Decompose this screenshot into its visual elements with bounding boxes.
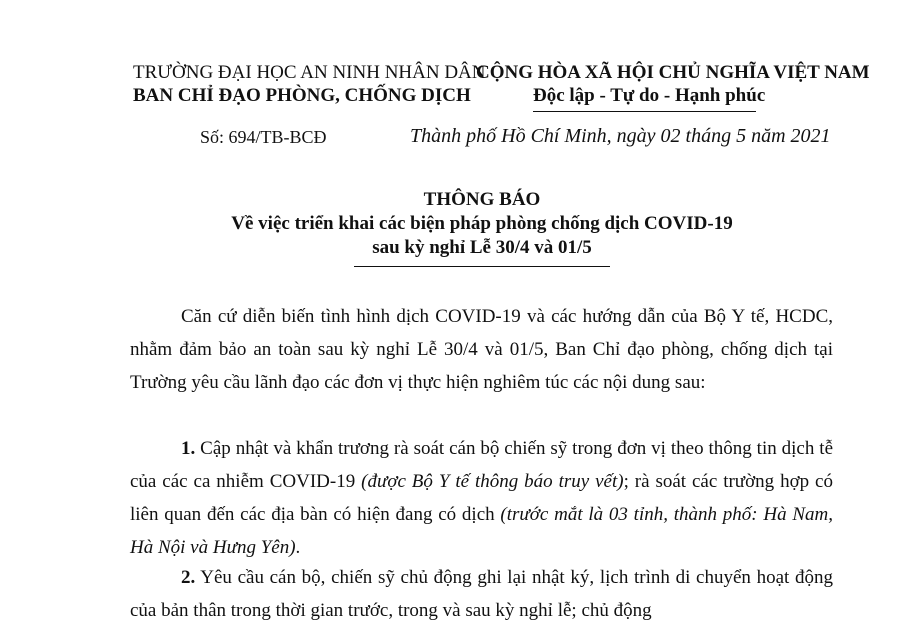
national-motto: Độc lập - Tự do - Hạnh phúc bbox=[533, 85, 766, 106]
item-1-text-a: Cập nhật và khẩn trương rà soát cán bộ chiến sỹ trong đơn vị theo thông tin dịch tễ của các ca nhiễm COVID-19 bbox=[130, 438, 833, 492]
item-1-number: 1. bbox=[181, 438, 196, 459]
item-1-text-c: . bbox=[295, 537, 301, 558]
intro-paragraph: Căn cứ diễn biến tình hình dịch COVID-19 và các hướng dẫn của Bộ Y tế, HCDC, nhằm đảm bảo an toàn sau kỳ nghỉ Lễ 30/4 và 01/5, Ban Chỉ đạo phòng, chống dịch tại Trường yêu cầu lãnh đạo các đơn vị thực hiện nghiêm túc các nội dung sau: bbox=[130, 306, 833, 393]
document-title: THÔNG BÁO bbox=[423, 189, 541, 210]
item-1-text-b: ; rà soát các trường hợp có liên quan đến các địa bàn có hiện đang có dịch bbox=[130, 471, 833, 525]
motto-underline bbox=[533, 111, 756, 112]
item-2-number: 2. bbox=[181, 567, 196, 588]
document-number: Số: 694/TB-BCĐ bbox=[200, 127, 327, 147]
item-1-paragraph bbox=[130, 432, 833, 564]
item-2-text: Yêu cầu cán bộ, chiến sỹ chủ động ghi lại nhật ký, lịch trình di chuyển hoạt động của bản thân trong thời gian trước, trong và sau kỳ nghỉ lễ; chủ động bbox=[130, 567, 833, 621]
country-name: CỘNG HÒA XÃ HỘI CHỦ NGHĨA VIỆT NAM bbox=[476, 62, 870, 83]
place-and-date: Thành phố Hồ Chí Minh, ngày 02 tháng 5 năm 2021 bbox=[410, 125, 831, 147]
item-2-paragraph bbox=[130, 561, 833, 627]
item-1-italic-b: (trước mắt là 03 tỉnh, thành phố: Hà Nam, Hà Nội và Hưng Yên) bbox=[130, 504, 833, 558]
item-1-italic-a: (được Bộ Y tế thông báo truy vết) bbox=[361, 471, 624, 492]
document-subject-line2: sau kỳ nghỉ Lễ 30/4 và 01/5 bbox=[372, 237, 592, 258]
document-subject-line1: Về việc triển khai các biện pháp phòng chống dịch COVID-19 bbox=[231, 213, 733, 234]
org-name-line1: TRƯỜNG ĐẠI HỌC AN NINH NHÂN DÂN bbox=[133, 62, 486, 83]
title-underline bbox=[354, 266, 610, 267]
org-name-line2: BAN CHỈ ĐẠO PHÒNG, CHỐNG DỊCH bbox=[133, 85, 471, 106]
